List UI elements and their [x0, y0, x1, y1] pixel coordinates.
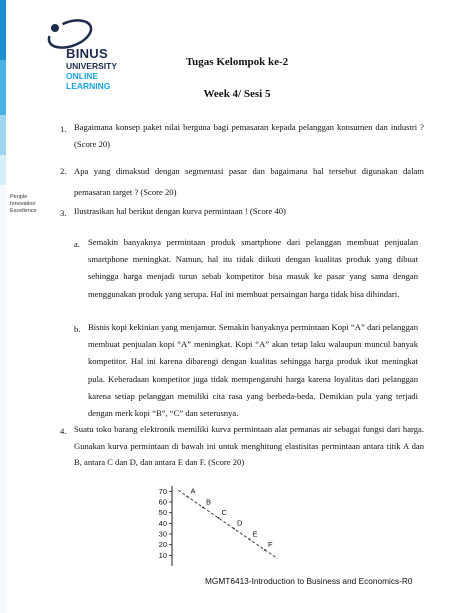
- logo-line-university: UNIVERSITY: [66, 61, 118, 71]
- demand-curve-line: [178, 490, 277, 558]
- logo-line-online: ONLINE: [66, 71, 99, 81]
- y-tick-label: 20: [158, 540, 167, 550]
- point-label: E: [252, 529, 258, 539]
- question-text: Bagaimana konsep paket nilai berguna bagi pemasaran kepada pelanggan konsumen dan industri ? (Score 20): [74, 122, 424, 150]
- point-label: D: [237, 518, 243, 528]
- point-label: F: [268, 540, 273, 549]
- curve-point: [187, 496, 189, 498]
- footer-course-code: MGMT6413-Introduction to Business and Economics-R0: [205, 576, 413, 586]
- question-number: 2.: [60, 166, 67, 176]
- curve-point: [202, 506, 204, 508]
- item-label: a.: [74, 239, 80, 249]
- y-tick-label: 60: [158, 497, 167, 507]
- curve-point: [264, 549, 266, 551]
- tagline: [10, 194, 37, 215]
- tagline-line: Innovation: [10, 201, 36, 207]
- curve-point: [233, 528, 235, 530]
- logo-line-learning: LEARNING: [66, 81, 111, 91]
- tagline-line: People: [10, 194, 28, 200]
- curve-point: [249, 538, 251, 540]
- y-tick-label: 50: [158, 508, 167, 518]
- y-tick-label: 40: [158, 518, 167, 528]
- item-text: Bisnis kopi kekinian yang menjamur. Semakin banyaknya permintaan Kopi “A” dari pelanggan membuat penjualan kopi “A” meningkat. Kopi “A” akan tetap laku walaupun muncul banyak kompetitor. Hal ini karena dibarengi dengan kualitas sehingga harga produk ikut meningkat pula. Keberadaan kompetitor juga tidak mempengaruhi harga karena loyalitas dari pelanggan karena setiap pelanggan memiliki cita rasa yang berbeda-beda. Demikian pula yang terjadi dengan merk kopi “B”, “C” dan seterusnya.: [88, 322, 418, 419]
- y-tick-label: 70: [158, 486, 167, 496]
- point-label: C: [221, 508, 227, 517]
- page-title: Tugas Kelompok ke-2: [185, 56, 289, 68]
- item-text: Semakin banyaknya permintaan produk smartphone dari pelanggan membuat penjualan smartphone meningkat. Namun, hal itu tidak diikuti dengan kualitas produk yang dibuat sehingga harga menjadi turun sebab kompetitor bisa masuk ke pasar yang sama dengan menggunakan produk yang serupa. Hal ini membuat persaingan harga tidak bisa dihindari.: [88, 237, 418, 299]
- question-number: 1.: [60, 124, 67, 134]
- tagline-line: Excellence: [10, 208, 37, 214]
- y-tick-label: 10: [158, 550, 167, 560]
- y-tick-label: 30: [158, 529, 167, 539]
- question-number: 3.: [60, 208, 67, 218]
- question-text: Apa yang dimaksud dengan segmentasi pasar dan bagaimana hal tersebut digunakan dalam pemasaran target ? (Score 20): [74, 166, 424, 197]
- demand-curve-chart: [150, 478, 300, 570]
- item-label: b.: [74, 324, 81, 334]
- question-number: 4.: [60, 426, 67, 436]
- question-text: Ilustrasikan hal berikut dengan kurva permintaan ! (Score 40): [74, 206, 286, 216]
- logo-brand: BINUS: [66, 46, 108, 61]
- curve-point: [218, 517, 220, 519]
- point-label: B: [206, 497, 212, 507]
- page-subtitle: Week 4/ Sesi 5: [203, 88, 271, 100]
- question-text: Suatu toko barang elektronik memiliki kurva permintaan alat pemanas air sebagai fungsi dari harga. Gunakan kurva permintaan di bawah ini untuk menghitung elastisitas permintaan antara titik A dan B, antara C dan D, dan antara E dan F. (Score 20): [74, 424, 424, 467]
- point-label: A: [190, 486, 196, 496]
